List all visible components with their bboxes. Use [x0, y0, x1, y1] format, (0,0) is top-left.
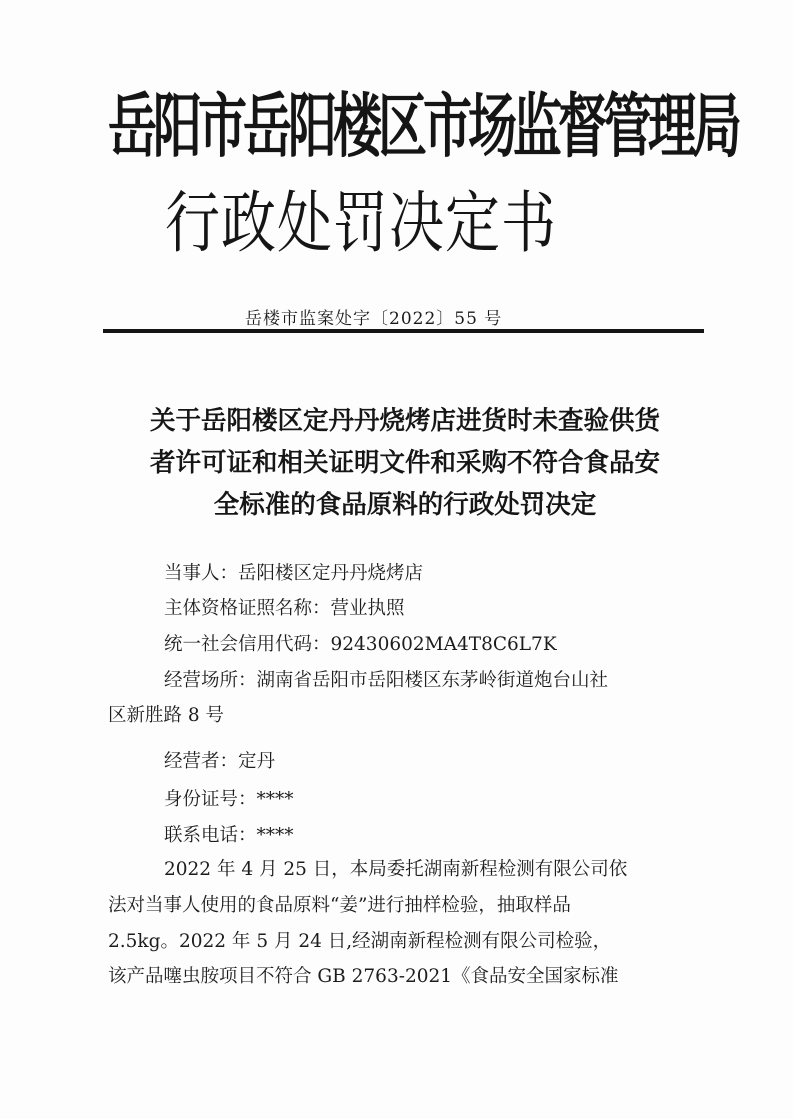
decision-title-line: 全标准的食品原料的行政处罚决定 — [213, 490, 597, 520]
decision-title-line: 者许可证和相关证明文件和采购不符合食品安 — [149, 448, 660, 478]
decision-title — [110, 400, 700, 526]
issuing-agency-name: 岳阳市岳阳楼区市场监督管理局 — [108, 86, 739, 168]
document-type-heading: 行政处罚决定书 — [165, 183, 558, 262]
header-divider — [103, 329, 704, 333]
credit-code: 统一社会信用代码：92430602MA4T8C6L7K — [164, 634, 557, 655]
facts-paragraph-line: 2022 年 4 月 25 日，本局委托湖南新程检测有限公司依 — [164, 859, 628, 880]
decision-title-line: 关于岳阳楼区定丹丹烧烤店进货时未查验供货 — [149, 406, 660, 436]
facts-paragraph-line: 该产品噻虫胺项目不符合 GB 2763-2021《食品安全国家标准 — [108, 966, 619, 987]
license-name: 主体资格证照名称：营业执照 — [164, 598, 405, 619]
document-number: 岳楼市监案处字〔2022〕55 号 — [245, 309, 503, 329]
facts-paragraph-line: 法对当事人使用的食品原料“姜”进行抽样检验，抽取样品 — [108, 895, 571, 916]
business-address-line: 经营场所：湖南省岳阳市岳阳楼区东茅岭街道炮台山社 — [164, 670, 609, 691]
id-number: 身份证号：**** — [164, 789, 294, 810]
operator-name: 经营者：定丹 — [164, 751, 276, 772]
facts-paragraph-line: 2.5kg。2022 年 5 月 24 日,经湖南新程检测有限公司检验， — [108, 931, 612, 952]
party-name: 当事人：岳阳楼区定丹丹烧烤店 — [164, 563, 424, 584]
phone-number: 联系电话：**** — [164, 825, 294, 846]
business-address-line: 区新胜路 8 号 — [108, 705, 225, 726]
